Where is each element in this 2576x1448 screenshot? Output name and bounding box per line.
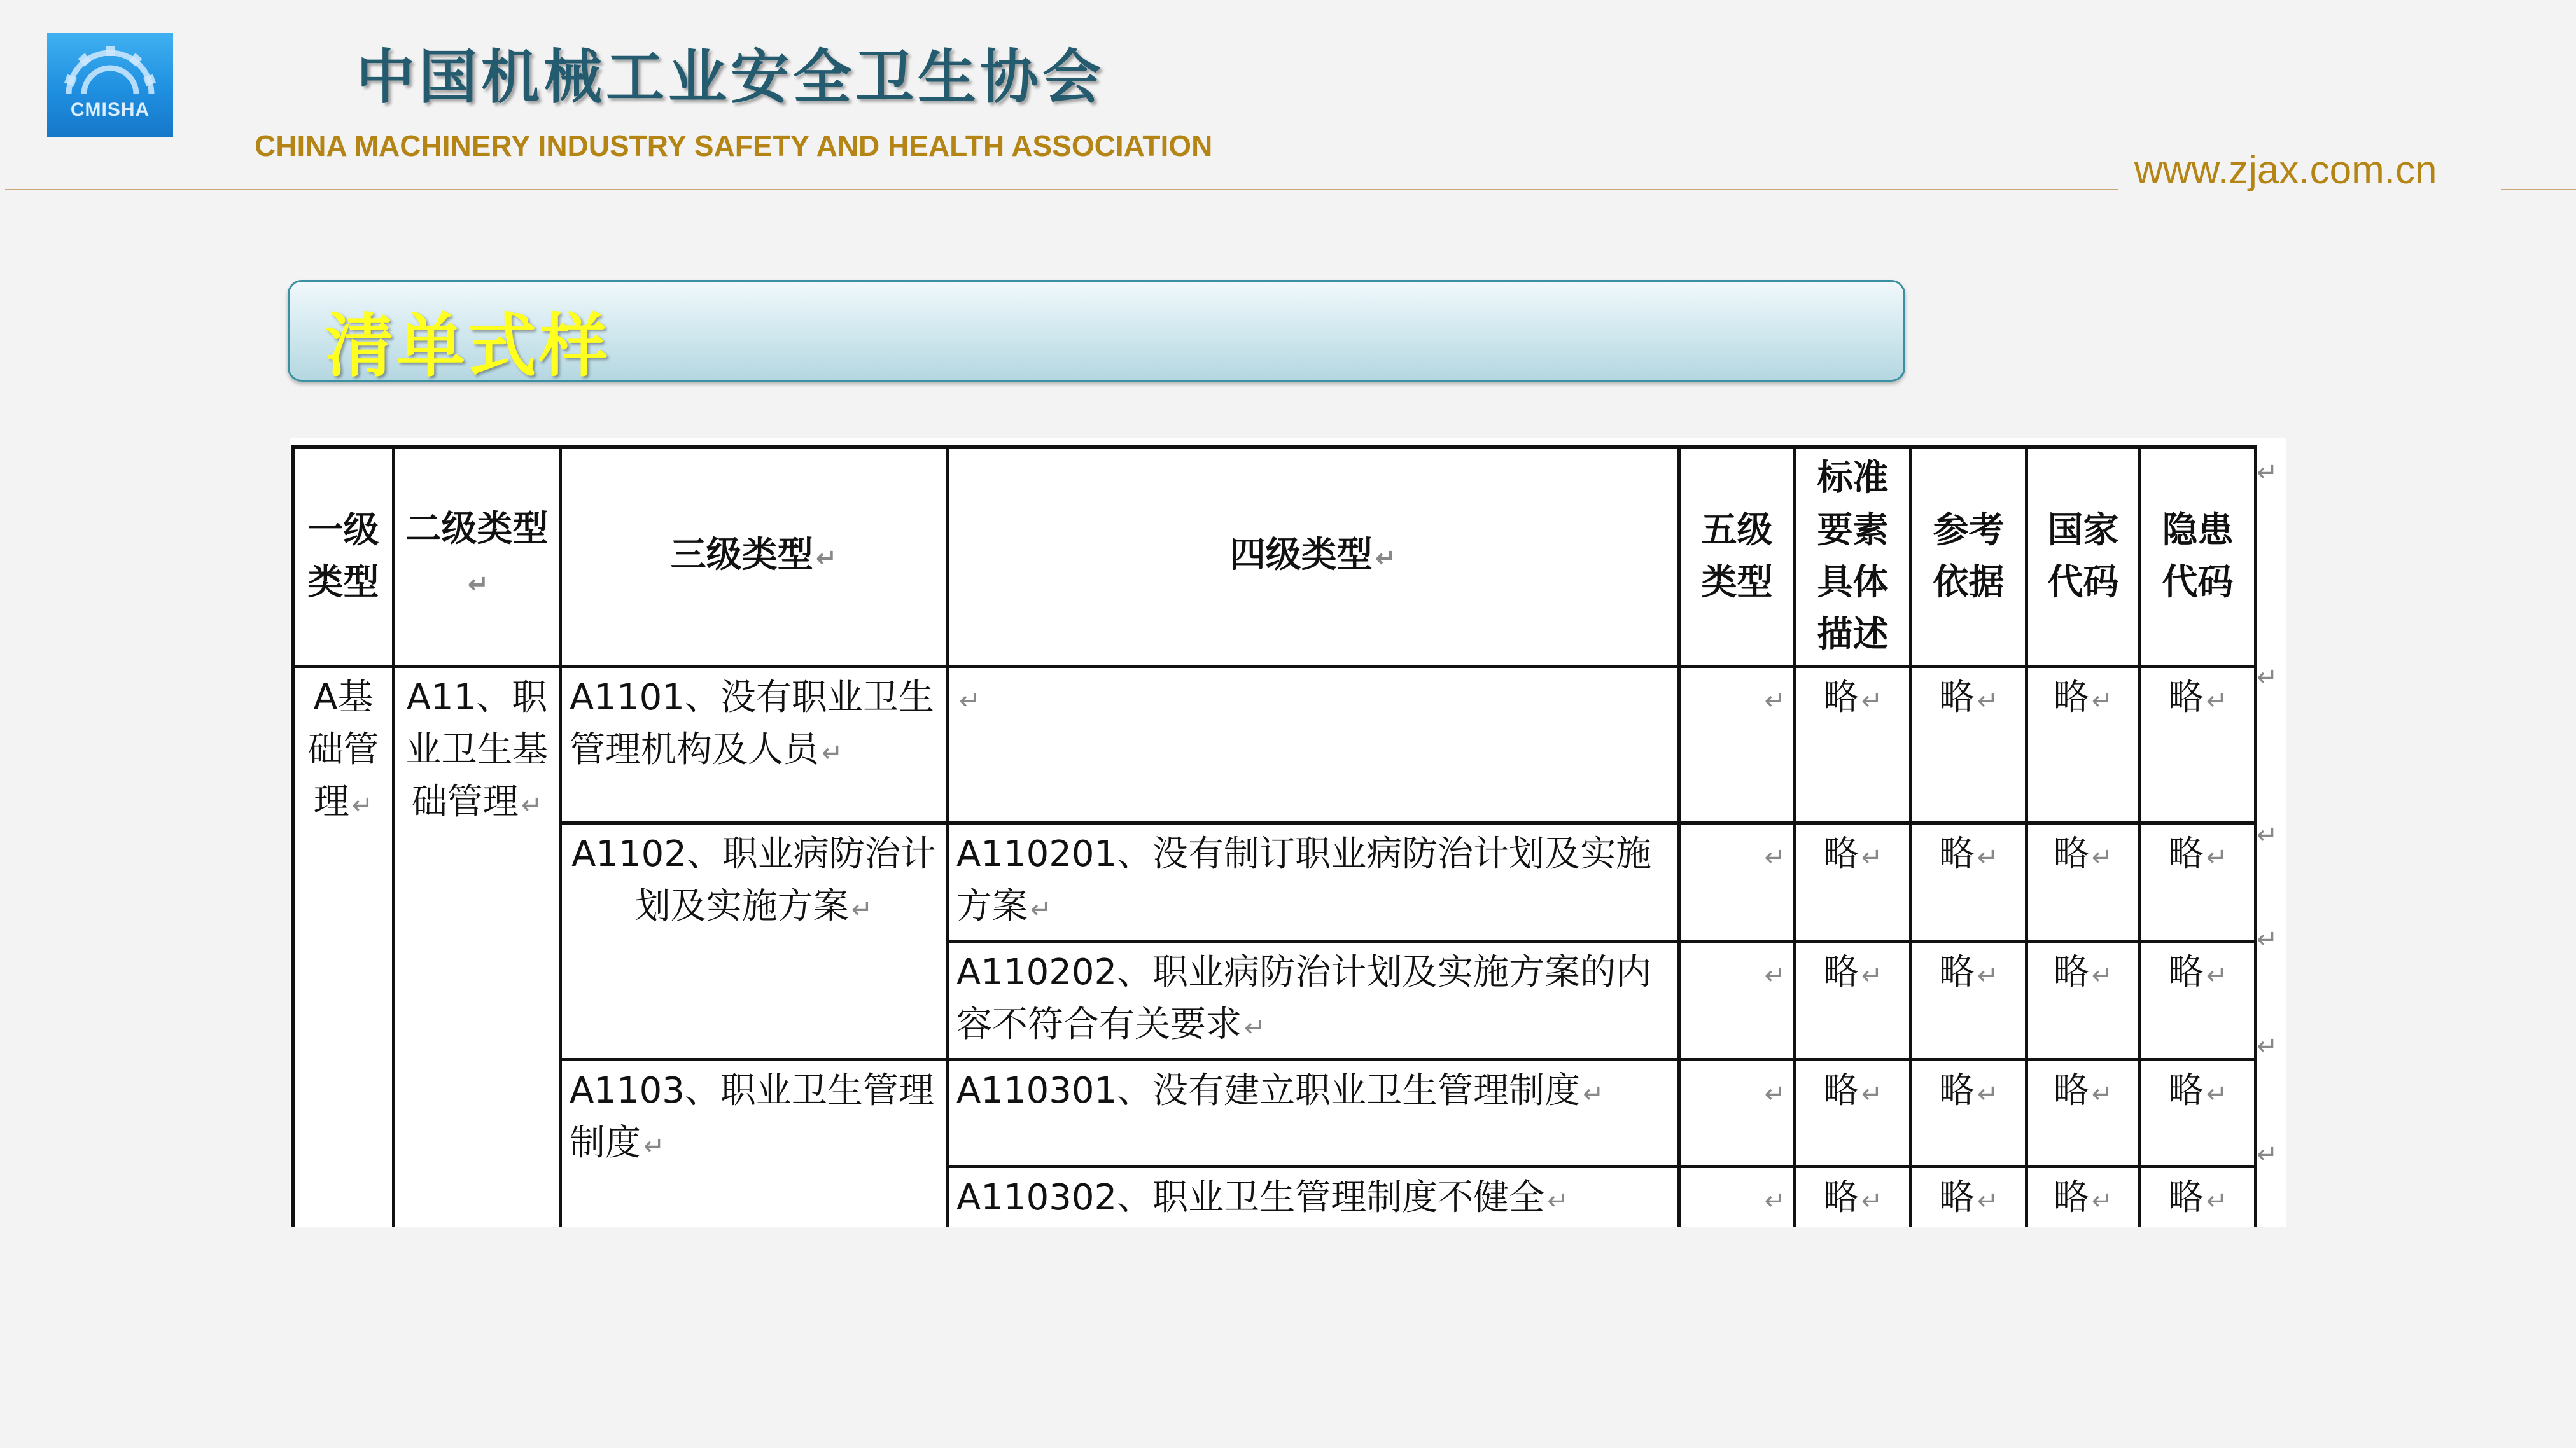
standard-cell: 略 ↵: [1795, 667, 1911, 823]
national-code-cell: 略 ↵: [2027, 942, 2140, 1060]
level5-cell: ↵: [1679, 667, 1795, 823]
row-end-mark: ↵: [2257, 458, 2278, 487]
hazard-code-cell: 略 ↵: [2140, 667, 2256, 823]
level2-cell: A11、职业卫生基础管理 ↵: [394, 667, 561, 1227]
header-standard: 标准要素具体描述: [1795, 447, 1911, 667]
level4-cell: A110301、没有建立职业卫生管理制度 ↵: [948, 1060, 1679, 1167]
header-reference: 参考依据: [1911, 447, 2027, 667]
level4-cell: A110202、职业病防治计划及实施方案的内容不符合有关要求 ↵: [948, 942, 1679, 1060]
national-code-cell: 略 ↵: [2027, 823, 2140, 942]
national-code-cell: 略 ↵: [2027, 1167, 2140, 1227]
section-title: 清单式样: [325, 307, 611, 386]
level3-cell: A1103、职业卫生管理制度 ↵: [561, 1060, 948, 1227]
header-level4: 四级类型 ↵: [948, 447, 1679, 667]
reference-cell: 略 ↵: [1911, 942, 2027, 1060]
level4-cell: A110201、没有制订职业病防治计划及实施方案 ↵: [948, 823, 1679, 942]
table-header-row: [293, 447, 2256, 667]
hazard-code-cell: 略 ↵: [2140, 942, 2256, 1060]
header-divider: [5, 189, 2118, 190]
row-end-mark: ↵: [2257, 663, 2278, 692]
standard-cell: 略 ↵: [1795, 942, 1911, 1060]
level5-cell: ↵: [1679, 1167, 1795, 1227]
table-row: [293, 667, 2256, 823]
row-end-mark: ↵: [2257, 925, 2278, 954]
level3-cell: A1101、没有职业卫生管理机构及人员 ↵: [561, 667, 948, 823]
standard-cell: 略 ↵: [1795, 1060, 1911, 1167]
header-hazard-code: 隐患代码: [2140, 447, 2256, 667]
section-banner: [288, 280, 1905, 386]
row-end-mark: ↵: [2257, 1032, 2278, 1061]
website-link[interactable]: www.zjax.com.cn: [2134, 148, 2437, 192]
hazard-code-cell: 略 ↵: [2140, 1167, 2256, 1227]
level5-cell: ↵: [1679, 823, 1795, 942]
national-code-cell: 略 ↵: [2027, 1060, 2140, 1167]
table-row: [293, 823, 2256, 942]
header-level2: 二级类型↵: [394, 447, 561, 667]
reference-cell: 略 ↵: [1911, 823, 2027, 942]
row-end-mark: ↵: [2257, 821, 2278, 850]
logo-label: CMISHA: [70, 99, 150, 120]
header-level3: 三级类型 ↵: [561, 447, 948, 667]
reference-cell: 略 ↵: [1911, 1167, 2027, 1227]
header-level1: 一级类型: [293, 447, 394, 667]
level5-cell: ↵: [1679, 1060, 1795, 1167]
reference-cell: 略 ↵: [1911, 667, 2027, 823]
national-code-cell: 略 ↵: [2027, 667, 2140, 823]
gear-icon: [47, 33, 173, 137]
header-level5: 五级类型: [1679, 447, 1795, 667]
standard-cell: 略 ↵: [1795, 823, 1911, 942]
cmisha-logo: [47, 33, 173, 137]
level3-cell: A1102、职业病防治计划及实施方案 ↵: [561, 823, 948, 1060]
header-divider-right: [2501, 189, 2576, 190]
hazard-list-table: [291, 445, 2257, 1227]
level1-cell: A基础管理 ↵: [293, 667, 394, 1227]
standard-cell: 略 ↵: [1795, 1167, 1911, 1227]
reference-cell: 略 ↵: [1911, 1060, 2027, 1167]
hazard-list-document: [290, 438, 2286, 1227]
association-title-cn: 中国机械工业安全卫生协会: [356, 43, 1105, 111]
association-title-en: CHINA MACHINERY INDUSTRY SAFETY AND HEALTH ASSOCIATION: [255, 129, 1213, 162]
hazard-code-cell: 略 ↵: [2140, 823, 2256, 942]
hazard-code-cell: 略 ↵: [2140, 1060, 2256, 1167]
table-row: [293, 1060, 2256, 1167]
level4-cell: A110302、职业卫生管理制度不健全 ↵: [948, 1167, 1679, 1227]
level5-cell: ↵: [1679, 942, 1795, 1060]
header-national-code: 国家代码: [2027, 447, 2140, 667]
level4-cell: ↵: [948, 667, 1679, 823]
row-end-mark: ↵: [2257, 1140, 2278, 1169]
